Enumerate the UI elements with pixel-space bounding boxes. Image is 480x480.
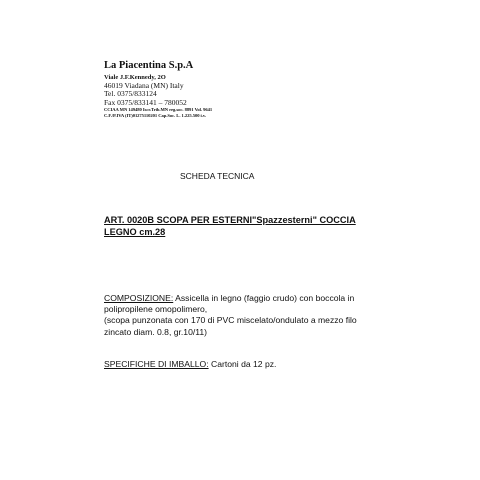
composition-line-2: polipropilene omopolimero, xyxy=(104,304,208,315)
composition-line-4: zincato diam. 0.8, gr.10/11) xyxy=(104,326,208,337)
article-title-line-1: ART. 0020B SCOPA PER ESTERNI"Spazzesterni" COCCIA xyxy=(104,215,356,225)
document-type-label: SCHEDA TECNICA xyxy=(180,171,255,181)
company-city: 46019 Viadana (MN) Italy xyxy=(104,80,184,90)
composition-line-1 xyxy=(104,293,404,304)
letterhead xyxy=(104,60,212,118)
article-title-line-2: LEGNO cm.28 xyxy=(104,226,166,237)
composition-section xyxy=(104,293,404,338)
composition-line-3: (scopa punzonata con 170 di PVC miscelato/ondulato a mezzo filo xyxy=(104,315,357,326)
composition-text-1: Assicella in legno (faggio crudo) con boccola in xyxy=(173,293,355,303)
company-street: Viale J.F.Kennedy, 2O xyxy=(104,74,166,82)
company-fax: Fax 0375/833141 – 780052 xyxy=(104,97,187,107)
packing-label: SPECIFICHE DI IMBALLO: xyxy=(104,359,209,369)
company-name: La Piacentina S.p.A xyxy=(104,60,194,71)
company-phone: Tel. 0375/833124 xyxy=(104,89,157,99)
composition-label: COMPOSIZIONE: xyxy=(104,293,174,303)
packing-value: Cartoni da 12 pz. xyxy=(208,359,277,369)
company-registry: CCIAA MN 149480 Iscr.Trib.MN reg.soc. 8891 Vol. 9641 xyxy=(104,107,213,113)
company-vat: C.F./P.IVA (IT)01275110201 Cap.Soc. L. 1.225.500 i.v. xyxy=(104,112,206,118)
packing-section xyxy=(104,359,404,370)
article-title xyxy=(104,215,404,239)
